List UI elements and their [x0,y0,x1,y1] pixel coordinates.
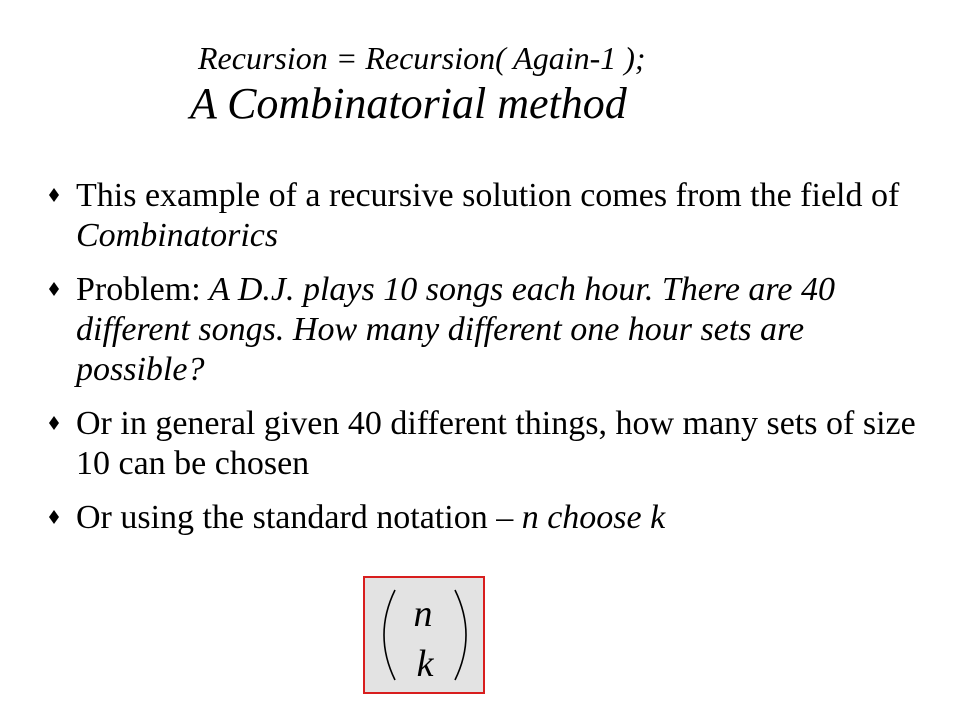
diamond-bullet-icon [49,416,59,430]
bullet-item [48,270,928,390]
bullet-item [48,498,928,538]
bullet-text: Problem: [76,271,210,308]
binomial-coefficient-formula [363,576,485,694]
bullet-text-italic: n choose k [521,499,666,536]
bullet-list [48,176,928,552]
formula-top: n [413,593,433,635]
diamond-bullet-icon [49,282,59,296]
right-parenthesis [455,590,466,680]
bullet-text: Or in general given 40 different things, how many sets of size 10 can be chosen [76,405,916,482]
bullet-item [48,404,928,484]
diamond-bullet-icon [49,510,59,524]
slide-subtitle: Recursion = Recursion( Again-1 ); [198,40,646,76]
bullet-item [48,176,928,256]
bullet-text-italic: A D.J. plays 10 songs each hour. There are 40 different songs. How many different one hour sets are possible? [76,271,835,388]
left-parenthesis [384,590,395,680]
bullet-text: Or using the standard notation – [76,499,522,536]
bullet-text-italic: Combinatorics [76,217,279,254]
diamond-bullet-icon [49,188,59,202]
slide-title: A Combinatorial method [190,79,627,128]
formula-bottom: k [416,643,434,685]
title-block [190,38,910,128]
bullet-text: This example of a recursive solution comes from the field of [76,177,900,214]
